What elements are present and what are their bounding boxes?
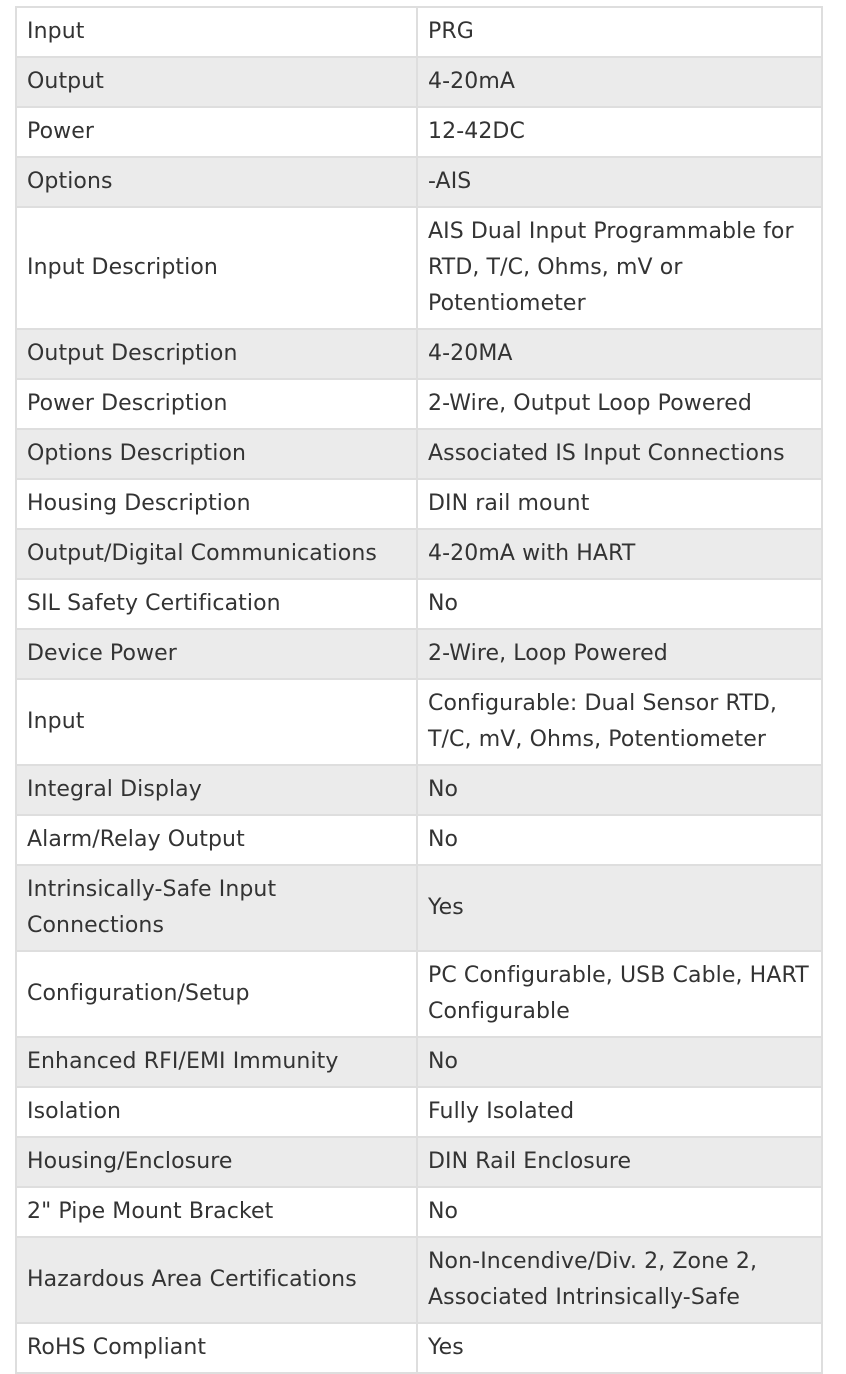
spec-value: 2-Wire, Loop Powered (417, 629, 822, 679)
spec-value: DIN rail mount (417, 479, 822, 529)
spec-label: Output/Digital Communications (16, 529, 417, 579)
spec-label: Isolation (16, 1087, 417, 1137)
table-row (16, 529, 822, 579)
spec-label: RoHS Compliant (16, 1323, 417, 1373)
spec-label: Enhanced RFI/EMI Immunity (16, 1037, 417, 1087)
table-row (16, 429, 822, 479)
spec-label: Housing Description (16, 479, 417, 529)
spec-value: Yes (417, 865, 822, 951)
spec-value: 2-Wire, Output Loop Powered (417, 379, 822, 429)
spec-value: Yes (417, 1323, 822, 1373)
table-row (16, 157, 822, 207)
table-row (16, 815, 822, 865)
spec-value: -AIS (417, 157, 822, 207)
spec-value: No (417, 815, 822, 865)
spec-value: Associated IS Input Connections (417, 429, 822, 479)
spec-value: 12-42DC (417, 107, 822, 157)
spec-value: No (417, 1187, 822, 1237)
spec-value: AIS Dual Input Programmable for RTD, T/C, Ohms, mV or Potentiometer (417, 207, 822, 329)
table-row (16, 579, 822, 629)
table-row (16, 629, 822, 679)
spec-label: Output Description (16, 329, 417, 379)
spec-label: Alarm/Relay Output (16, 815, 417, 865)
table-row (16, 107, 822, 157)
spec-label: Hazardous Area Certifications (16, 1237, 417, 1323)
spec-label: Options (16, 157, 417, 207)
spec-value: No (417, 1037, 822, 1087)
table-row (16, 207, 822, 329)
spec-value: No (417, 765, 822, 815)
table-row (16, 951, 822, 1037)
table-row (16, 1087, 822, 1137)
table-row (16, 865, 822, 951)
spec-value: 4-20mA (417, 57, 822, 107)
spec-label: Power (16, 107, 417, 157)
table-row (16, 1037, 822, 1087)
spec-value: Non-Incendive/Div. 2, Zone 2, Associated Intrinsically-Safe (417, 1237, 822, 1323)
table-row (16, 479, 822, 529)
spec-label: 2" Pipe Mount Bracket (16, 1187, 417, 1237)
spec-label: Configuration/Setup (16, 951, 417, 1037)
spec-label: Housing/Enclosure (16, 1137, 417, 1187)
spec-label: Integral Display (16, 765, 417, 815)
spec-label: Power Description (16, 379, 417, 429)
spec-value: Fully Isolated (417, 1087, 822, 1137)
spec-value: 4-20MA (417, 329, 822, 379)
specifications-table-body (16, 7, 822, 1373)
table-row (16, 329, 822, 379)
spec-label: Intrinsically-Safe Input Connections (16, 865, 417, 951)
table-row (16, 679, 822, 765)
table-row (16, 7, 822, 57)
spec-value: DIN Rail Enclosure (417, 1137, 822, 1187)
spec-label: Input Description (16, 207, 417, 329)
spec-label: Device Power (16, 629, 417, 679)
table-row (16, 1137, 822, 1187)
specifications-table (15, 6, 823, 1374)
table-row (16, 1187, 822, 1237)
spec-label: Options Description (16, 429, 417, 479)
spec-value: PRG (417, 7, 822, 57)
spec-value: Configurable: Dual Sensor RTD, T/C, mV, Ohms, Potentiometer (417, 679, 822, 765)
table-row (16, 1237, 822, 1323)
table-row (16, 57, 822, 107)
spec-value: No (417, 579, 822, 629)
spec-label: Input (16, 7, 417, 57)
table-row (16, 1323, 822, 1373)
spec-label: Input (16, 679, 417, 765)
table-row (16, 765, 822, 815)
spec-label: Output (16, 57, 417, 107)
spec-value: PC Configurable, USB Cable, HART Configurable (417, 951, 822, 1037)
spec-value: 4-20mA with HART (417, 529, 822, 579)
table-row (16, 379, 822, 429)
spec-label: SIL Safety Certification (16, 579, 417, 629)
